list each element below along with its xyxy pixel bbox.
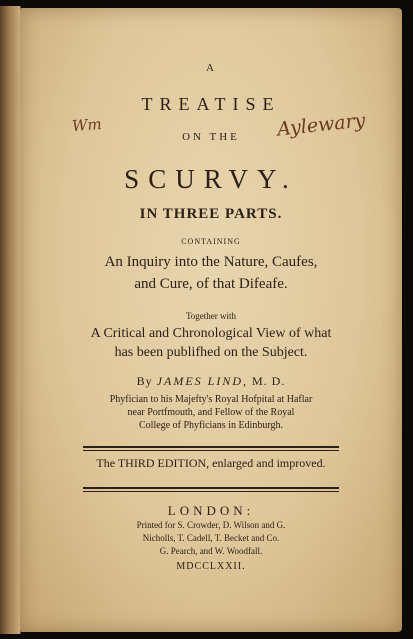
handwritten-signature-last: Aylewary <box>276 109 367 141</box>
author-credential-line-3: College of Phyficians in Edinburgh. <box>139 420 283 431</box>
imprint-place: LONDON: <box>167 503 255 518</box>
title-on-the: ON THE <box>182 131 240 143</box>
title-word: TREATISE <box>141 94 281 114</box>
together-with-label: Together with <box>185 311 237 321</box>
author-credential-line-1: Phyfician to his Majefty's Royal Hofpital at Haflar <box>109 394 313 405</box>
title-page-content <box>20 0 402 639</box>
double-rule-bottom <box>83 487 339 492</box>
author-credential-line-2: near Portfmouth, and Fellow of the Royal <box>127 407 295 418</box>
imprint-date: MDCCLXXII. <box>176 561 246 572</box>
author-line <box>20 374 402 389</box>
title-subject: SCURVY. <box>124 164 298 194</box>
containing-label: CONTAINING <box>181 237 241 246</box>
title-parts: IN THREE PARTS. <box>139 206 283 222</box>
author-name: JAMES LIND, <box>156 374 248 388</box>
printer-line-2: Nicholls, T. Cadell, T. Becket and Co. <box>142 533 280 543</box>
printer-line-1: Printed for S. Crowder, D. Wilson and G. <box>136 520 286 530</box>
printer-line-3: G. Pearch, and W. Woodfall. <box>159 546 263 556</box>
inquiry-line-2: and Cure, of that Difeafe. <box>134 276 288 292</box>
critical-view-line-2: has been publifhed on the Subject. <box>114 345 308 360</box>
handwritten-signature-first: Wm <box>71 114 103 136</box>
by-label: By <box>136 374 153 388</box>
critical-view-line-1: A Critical and Chronological View of what <box>90 326 332 341</box>
book-spine-edge <box>0 6 21 634</box>
inquiry-line-1: An Inquiry into the Nature, Caufes, <box>104 254 318 270</box>
edition-line: The THIRD EDITION, enlarged and improved. <box>96 456 326 470</box>
double-rule-top <box>83 446 339 451</box>
author-degree: M. D. <box>252 374 286 388</box>
title-article: A <box>206 62 216 74</box>
